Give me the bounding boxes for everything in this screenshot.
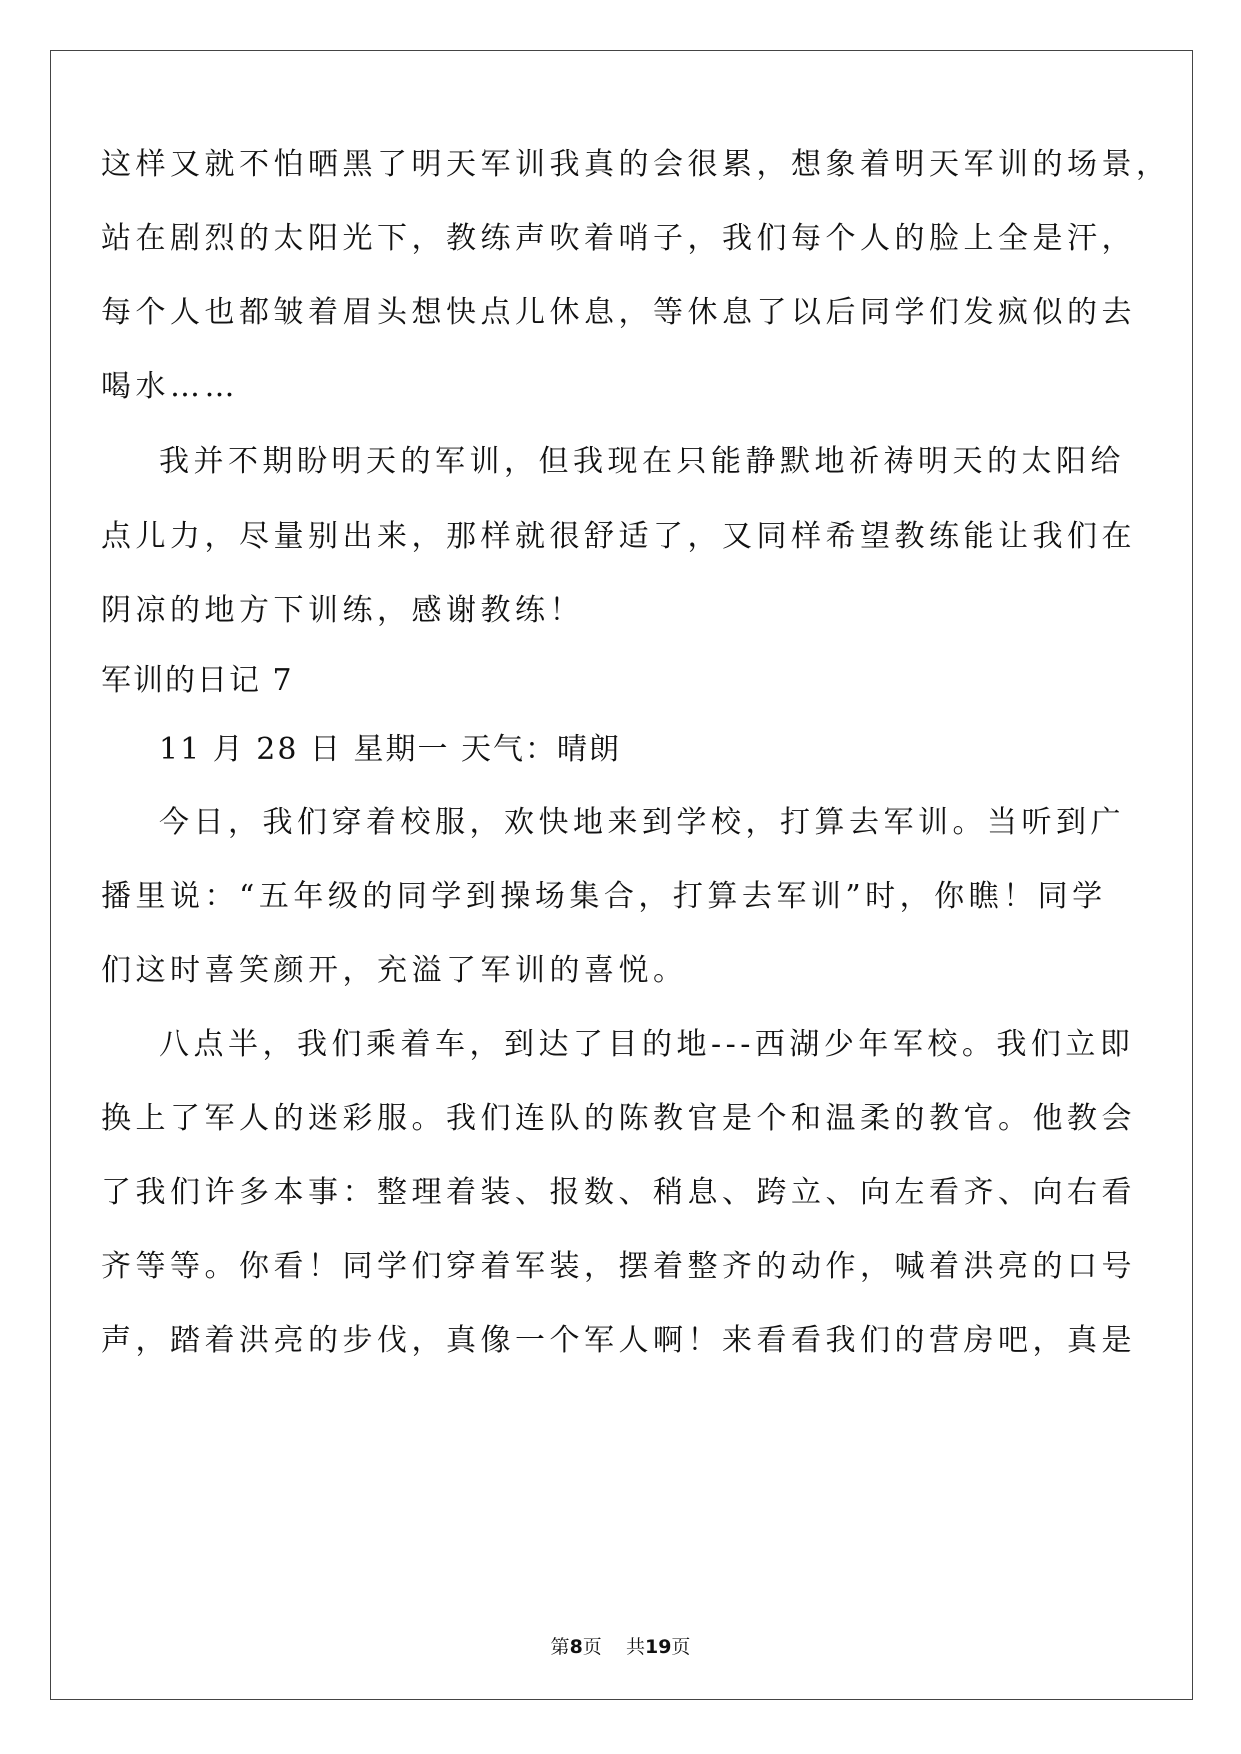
text-line-11: 播里说：“五年级的同学到操场集合，打算去军训”时，你瞧！同学 [101, 879, 1107, 914]
text-line-6: 点儿力，尽量别出来，那样就很舒适了，又同样希望教练能让我们在 [101, 519, 1136, 554]
footer-mid: 页 共 [582, 1636, 645, 1658]
text-line-14: 换上了军人的迷彩服。我们连队的陈教官是个和温柔的教官。他教会 [101, 1101, 1136, 1136]
paragraph-start-line-13: 八点半，我们乘着车，到达了目的地---西湖少年军校。我们立即 [159, 1027, 1135, 1062]
text-line-3: 每个人也都皱着眉头想快点儿休息，等休息了以后同学们发疯似的去 [101, 295, 1136, 330]
section-title: 军训的日记 7 [101, 663, 294, 698]
text-line-7: 阴凉的地方下训练，感谢教练！ [101, 593, 584, 628]
paragraph-start-line-10: 今日，我们穿着校服，欢快地来到学校，打算去军训。当听到广 [159, 805, 1125, 840]
text-line-1: 这样又就不怕晒黑了明天军训我真的会很累，想象着明天军训的场景， [101, 147, 1171, 182]
footer-suffix: 页 [671, 1636, 691, 1658]
text-line-17: 声，踏着洪亮的步伐，真像一个军人啊！来看看我们的营房吧，真是 [101, 1323, 1136, 1358]
footer-page-number: 8 [569, 1636, 583, 1658]
text-line-16: 齐等等。你看！同学们穿着军装，摆着整齐的动作，喊着洪亮的口号 [101, 1249, 1136, 1284]
footer-prefix: 第 [550, 1636, 570, 1658]
text-line-2: 站在剧烈的太阳光下，教练声吹着哨子，我们每个人的脸上全是汗， [101, 221, 1136, 256]
footer-total-pages: 19 [644, 1636, 672, 1658]
text-line-12: 们这时喜笑颜开，充溢了军训的喜悦。 [101, 953, 688, 988]
text-line-4: 喝水…… [101, 369, 239, 404]
date-line: 11 月 28 日 星期一 天气：晴朗 [159, 732, 622, 767]
text-line-15: 了我们许多本事：整理着装、报数、稍息、跨立、向左看齐、向右看 [101, 1175, 1136, 1210]
page-footer [0, 1632, 1241, 1659]
paragraph-start-line-5: 我并不期盼明天的军训，但我现在只能静默地祈祷明天的太阳给 [159, 444, 1125, 479]
